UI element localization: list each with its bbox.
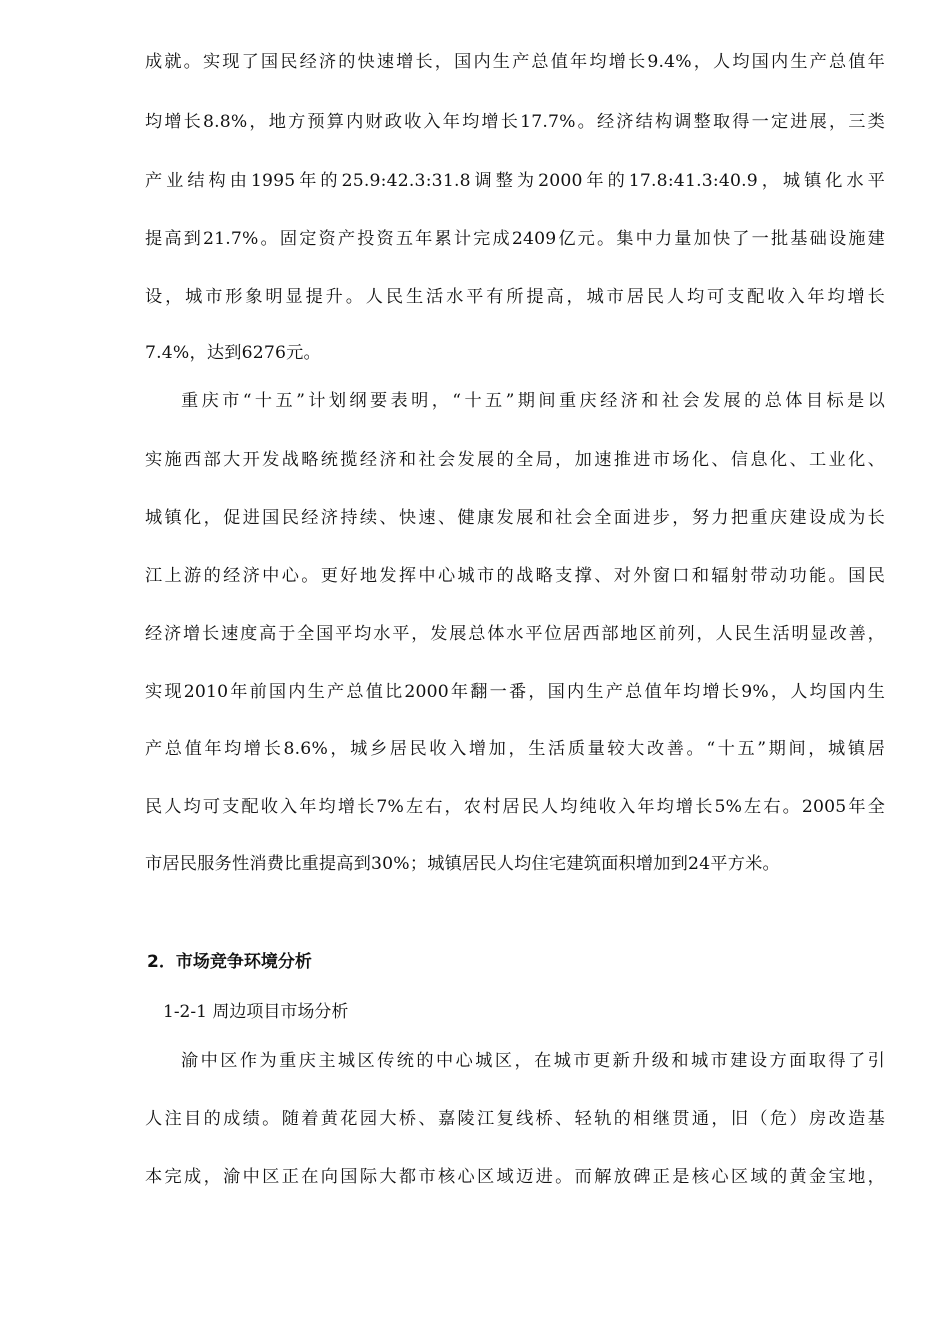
text-line: 提高到21.7%。固定资产投资五年累计完成2409亿元。集中力量加快了一批基础设施建 xyxy=(145,229,885,249)
text-line: 市居民服务性消费比重提高到30%；城镇居民人均住宅建筑面积增加到24平方米。 xyxy=(145,854,780,874)
text-line: 本完成，渝中区正在向国际大都市核心区域迈进。而解放碑正是核心区域的黄金宝地， xyxy=(145,1167,885,1187)
text-line: 城镇化，促进国民经济持续、快速、健康发展和社会全面进步，努力把重庆建设成为长 xyxy=(145,508,885,528)
section-heading: 2．市场竞争环境分析 xyxy=(147,952,312,972)
text-line: 设，城市形象明显提升。人民生活水平有所提高，城市居民人均可支配收入年均增长 xyxy=(145,287,885,307)
text-line: 经济增长速度高于全国平均水平，发展总体水平位居西部地区前列，人民生活明显改善， xyxy=(145,624,885,644)
text-line: 江上游的经济中心。更好地发挥中心城市的战略支撑、对外窗口和辐射带动功能。国民 xyxy=(145,566,885,586)
text-line: 均增长8.8%，地方预算内财政收入年均增长17.7%。经济结构调整取得一定进展，三类 xyxy=(145,112,885,132)
text-line: 重庆市“十五”计划纲要表明，“十五”期间重庆经济和社会发展的总体目标是以 xyxy=(181,391,885,411)
text-line: 渝中区作为重庆主城区传统的中心城区，在城市更新升级和城市建设方面取得了引 xyxy=(181,1051,885,1071)
text-line: 实施西部大开发战略统揽经济和社会发展的全局，加速推进市场化、信息化、工业化、 xyxy=(145,450,885,470)
text-line: 产业结构由1995年的25.9:42.3:31.8调整为2000年的17.8:41.3:40.9，城镇化水平 xyxy=(145,171,885,191)
text-line: 成就。实现了国民经济的快速增长，国内生产总值年均增长9.4%，人均国内生产总值年 xyxy=(145,52,885,72)
subsection-heading: 1-2-1 周边项目市场分析 xyxy=(163,1002,349,1022)
text-line: 人注目的成绩。随着黄花园大桥、嘉陵江复线桥、轻轨的相继贯通，旧（危）房改造基 xyxy=(145,1109,885,1129)
text-line: 7.4%，达到6276元。 xyxy=(145,343,321,363)
text-line: 产总值年均增长8.6%，城乡居民收入增加，生活质量较大改善。“十五”期间，城镇居 xyxy=(145,739,885,759)
text-line: 实现2010年前国内生产总值比2000年翻一番，国内生产总值年均增长9%，人均国内生 xyxy=(145,682,885,702)
text-line: 民人均可支配收入年均增长7%左右，农村居民人均纯收入年均增长5%左右。2005年全 xyxy=(145,797,885,817)
